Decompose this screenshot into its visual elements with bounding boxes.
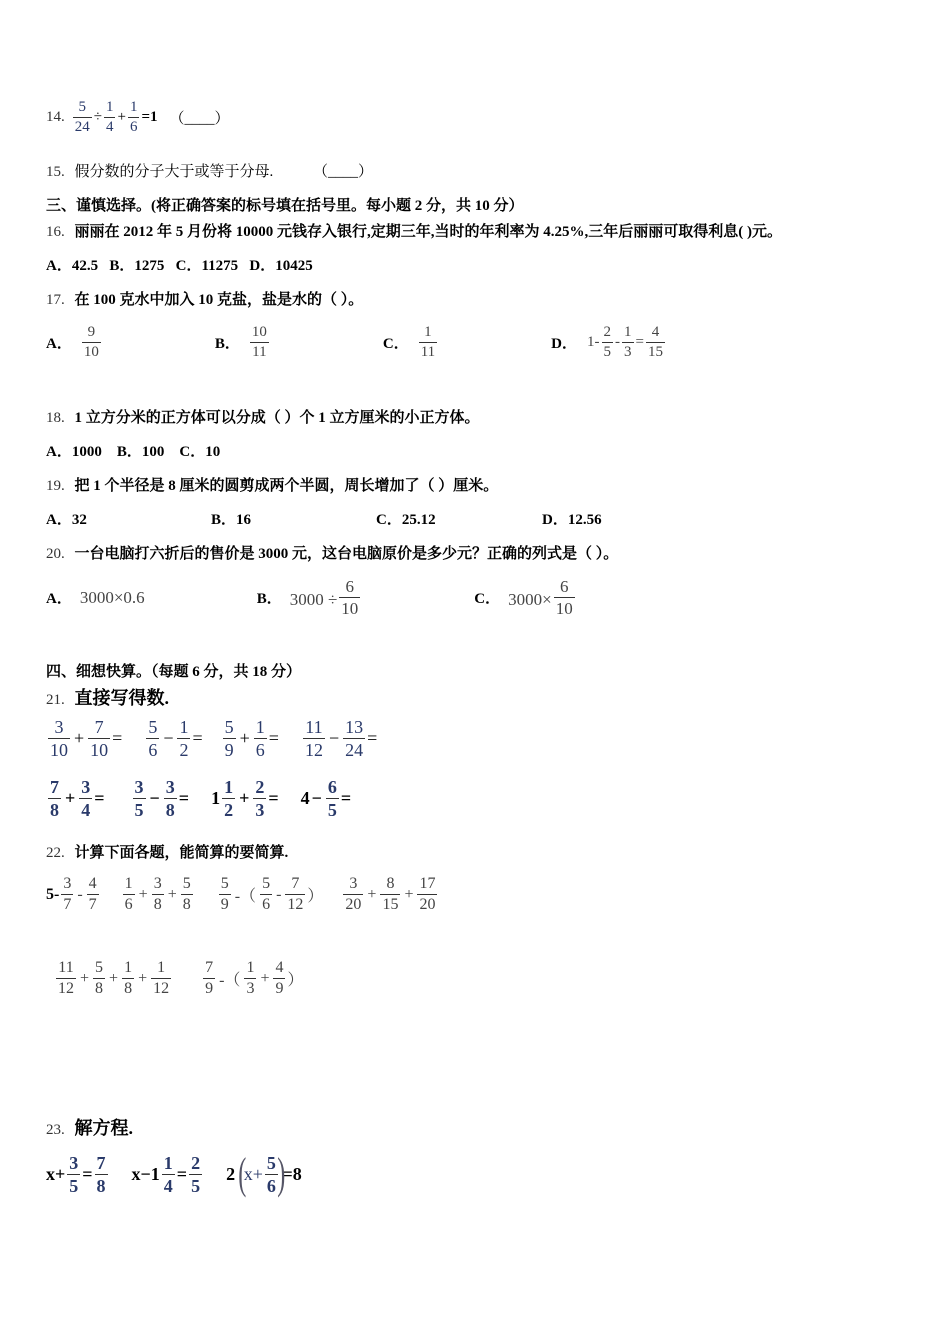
question-16-options bbox=[46, 256, 313, 276]
option-a[interactable]: A．42.5 bbox=[46, 258, 99, 274]
equals: = bbox=[178, 788, 190, 808]
question-number: 23. bbox=[46, 1122, 65, 1138]
operator: − bbox=[328, 728, 340, 748]
question-20 bbox=[46, 544, 618, 564]
equation-text: =8 bbox=[282, 1163, 302, 1184]
operator: + bbox=[65, 788, 76, 808]
question-18 bbox=[46, 408, 480, 428]
operator: -（ bbox=[219, 972, 241, 989]
equals-text: =1 bbox=[141, 109, 158, 125]
operator: − bbox=[163, 728, 174, 748]
operator: + bbox=[367, 885, 377, 903]
question-number: 18. bbox=[46, 410, 65, 426]
fraction: $\frac{5}{9}$ bbox=[224, 717, 234, 760]
question-14 bbox=[46, 100, 230, 135]
whole-number: 4 bbox=[300, 788, 310, 808]
operator: + bbox=[167, 885, 177, 903]
fraction: $\frac{1}{4}$ bbox=[163, 1152, 173, 1196]
option-b-label[interactable]: B． bbox=[214, 336, 240, 352]
section-3-heading: 三、谨慎选择。(将正确答案的标号填在括号里。每小题 2 分，共 10 分） bbox=[46, 198, 524, 214]
equation-text: x−1 bbox=[131, 1163, 160, 1184]
fraction: $\frac{4}{9}$ bbox=[275, 959, 284, 997]
equation-text: x+ bbox=[46, 1163, 66, 1184]
q21-row-1 bbox=[46, 718, 377, 759]
fraction: $\frac{5}{8}$ bbox=[182, 875, 191, 913]
option-a[interactable]: A．32 bbox=[46, 512, 87, 528]
left-paren-icon: ( bbox=[238, 1149, 247, 1198]
equation-text: 2 bbox=[226, 1163, 236, 1184]
option-d-text: 1- bbox=[587, 334, 600, 350]
question-text: 解方程. bbox=[74, 1118, 133, 1138]
question-text: 把 1 个半径是 8 厘米的圆剪成两个半圆，周长增加了（ ）厘米。 bbox=[74, 478, 499, 494]
fraction: $\frac{11}{12}$ bbox=[304, 717, 323, 760]
operator: - bbox=[276, 885, 282, 903]
equals: = bbox=[340, 788, 352, 808]
operator: + bbox=[109, 969, 119, 987]
question-text: 丽丽在 2012 年 5 月份将 10000 元钱存入银行,定期三年,当时的年利率为 4.25%,三年后丽丽可取得利息( )元。 bbox=[74, 224, 782, 240]
fraction: $\frac{7}{8}$ bbox=[50, 777, 59, 820]
option-a-expr: 3000×0.6 bbox=[79, 587, 145, 607]
question-23 bbox=[46, 1118, 133, 1140]
fraction: $\frac{8}{15}$ bbox=[382, 875, 399, 913]
fraction: $\frac{17}{20}$ bbox=[419, 875, 436, 913]
fraction: $\frac{3}{10}$ bbox=[50, 717, 68, 760]
question-text: 直接写得数. bbox=[74, 688, 169, 708]
option-b-expr: 3000 ÷ bbox=[289, 590, 338, 609]
operator: + bbox=[80, 969, 90, 987]
option-d[interactable]: D．12.56 bbox=[542, 512, 602, 528]
operator: − bbox=[311, 788, 322, 808]
operator: = bbox=[635, 334, 644, 350]
section-4-heading: 四、细想快算。（每题 6 分，共 18 分） bbox=[46, 664, 302, 680]
question-number: 19. bbox=[46, 478, 65, 494]
equals: = bbox=[112, 728, 123, 748]
option-b[interactable]: B．16 bbox=[211, 512, 252, 528]
question-15 bbox=[46, 162, 373, 182]
question-number: 21. bbox=[46, 692, 65, 708]
option-b[interactable]: B．1275 bbox=[109, 258, 165, 274]
fraction: $\frac{2}{5}$ bbox=[191, 1152, 201, 1196]
right-paren-icon: ) bbox=[277, 1149, 286, 1198]
equals: = bbox=[268, 728, 279, 748]
operator: - bbox=[77, 885, 83, 903]
question-17-options bbox=[46, 325, 746, 360]
fraction: $\frac{6}{5}$ bbox=[327, 777, 337, 820]
fraction: $\frac{2}{5}$ bbox=[603, 324, 611, 360]
option-b-fraction: $\frac{10}{11}$ bbox=[251, 324, 267, 360]
fraction: $\frac{5}{8}$ bbox=[95, 959, 104, 997]
operator: + bbox=[74, 728, 85, 748]
fraction: $\frac{6}{10}$ bbox=[341, 577, 359, 618]
q21-row-2 bbox=[46, 778, 351, 819]
equals: = bbox=[176, 1163, 188, 1184]
option-c[interactable]: C．10 bbox=[179, 444, 221, 460]
operator: + bbox=[117, 109, 126, 125]
whole-number: 1 bbox=[211, 788, 221, 808]
close-paren: ） bbox=[287, 972, 304, 989]
option-c-label[interactable]: C． bbox=[474, 591, 501, 607]
fraction: $\frac{3}{8}$ bbox=[165, 777, 175, 820]
question-20-options bbox=[46, 578, 746, 617]
question-18-options bbox=[46, 442, 220, 462]
operator: + bbox=[260, 969, 270, 987]
fraction: $\frac{5}{24}$ bbox=[74, 99, 90, 135]
equals: = bbox=[367, 728, 378, 748]
option-c-fraction: $\frac{1}{11}$ bbox=[420, 324, 436, 360]
question-text: 假分数的分子大于或等于分母. bbox=[74, 164, 274, 180]
fraction: $\frac{13}{24}$ bbox=[345, 717, 364, 760]
equation-text: x+ bbox=[243, 1163, 263, 1184]
option-a-label[interactable]: A． bbox=[46, 591, 72, 607]
question-number: 17. bbox=[46, 292, 65, 308]
fraction: $\frac{5}{6}$ bbox=[266, 1152, 276, 1196]
answer-blank[interactable]: （____） bbox=[313, 164, 374, 180]
fraction: $\frac{2}{3}$ bbox=[255, 777, 265, 820]
question-number: 15. bbox=[46, 164, 65, 180]
fraction: $\frac{3}{5}$ bbox=[134, 777, 144, 820]
option-a-label[interactable]: A． bbox=[46, 336, 72, 352]
question-22 bbox=[46, 843, 288, 863]
question-17 bbox=[46, 290, 363, 310]
option-d-label[interactable]: D． bbox=[551, 336, 577, 352]
fraction: $\frac{5}{9}$ bbox=[220, 875, 229, 913]
q22-row-1 bbox=[46, 876, 439, 913]
operator: + bbox=[138, 885, 148, 903]
question-number: 14. bbox=[46, 109, 65, 125]
option-d[interactable]: D．10425 bbox=[249, 258, 313, 274]
fraction: $\frac{4}{15}$ bbox=[647, 324, 663, 360]
fraction: $\frac{1}{3}$ bbox=[624, 324, 632, 360]
fraction: $\frac{7}{9}$ bbox=[205, 959, 214, 997]
equals: = bbox=[82, 1163, 93, 1184]
fraction: $\frac{3}{4}$ bbox=[81, 777, 91, 820]
fraction: $\frac{1}{8}$ bbox=[124, 959, 133, 997]
fraction: $\frac{4}{7}$ bbox=[88, 875, 97, 913]
option-c-label[interactable]: C． bbox=[382, 336, 409, 352]
answer-blank[interactable]: （____） bbox=[169, 111, 230, 127]
equals: = bbox=[192, 728, 203, 748]
question-text: 计算下面各题，能简算的要简算. bbox=[74, 845, 289, 861]
fraction: $\frac{6}{10}$ bbox=[555, 577, 573, 618]
fraction: $\frac{3}{5}$ bbox=[69, 1152, 79, 1196]
fraction: $\frac{3}{20}$ bbox=[345, 875, 362, 913]
option-c[interactable]: C．25.12 bbox=[376, 512, 436, 528]
question-number: 20. bbox=[46, 546, 65, 562]
option-b[interactable]: B．100 bbox=[116, 444, 165, 460]
q23-equations bbox=[46, 1149, 302, 1198]
fraction: $\frac{7}{12}$ bbox=[287, 875, 304, 913]
close-paren: ） bbox=[307, 888, 324, 905]
operator: ÷ bbox=[93, 109, 102, 125]
option-a-fraction: $\frac{9}{10}$ bbox=[83, 324, 99, 360]
equals: = bbox=[94, 788, 105, 808]
fraction: $\frac{7}{8}$ bbox=[96, 1152, 106, 1196]
fraction: $\frac{1}{12}$ bbox=[153, 959, 170, 997]
option-b-label[interactable]: B． bbox=[256, 591, 282, 607]
question-text: 在 100 克水中加入 10 克盐，盐是水的（ ）。 bbox=[74, 292, 364, 308]
expr-prefix: 5- bbox=[46, 885, 60, 903]
fraction: $\frac{1}{6}$ bbox=[255, 717, 265, 760]
fraction: $\frac{3}{7}$ bbox=[63, 875, 72, 913]
fraction: $\frac{1}{6}$ bbox=[129, 99, 138, 135]
fraction: $\frac{7}{10}$ bbox=[90, 717, 109, 760]
option-c-expr: 3000× bbox=[508, 590, 552, 609]
option-c[interactable]: C．11275 bbox=[175, 258, 239, 274]
equals: = bbox=[268, 788, 279, 808]
operator: -（ bbox=[234, 888, 257, 905]
question-21 bbox=[46, 688, 169, 710]
fraction: $\frac{3}{8}$ bbox=[153, 875, 162, 913]
fraction: $\frac{5}{6}$ bbox=[148, 717, 158, 760]
fraction: $\frac{11}{12}$ bbox=[58, 959, 74, 997]
fraction: $\frac{1}{2}$ bbox=[179, 717, 189, 760]
question-16 bbox=[46, 222, 782, 242]
operator: + bbox=[404, 885, 414, 903]
fraction: $\frac{5}{6}$ bbox=[262, 875, 271, 913]
question-19 bbox=[46, 476, 498, 496]
operator: + bbox=[239, 728, 250, 748]
question-number: 16. bbox=[46, 224, 65, 240]
question-text: 一台电脑打六折后的售价是 3000 元，这台电脑原价是多少元？正确的列式是（ ）。 bbox=[74, 546, 619, 562]
fraction: $\frac{1}{3}$ bbox=[246, 959, 255, 997]
question-text: 1 立方分米的正方体可以分成（ ）个 1 立方厘米的小正方体。 bbox=[74, 410, 480, 426]
option-a[interactable]: A．1000 bbox=[46, 444, 102, 460]
operator: + bbox=[138, 969, 148, 987]
operator: - bbox=[615, 334, 620, 350]
fraction: $\frac{1}{2}$ bbox=[224, 777, 234, 820]
fraction: $\frac{1}{6}$ bbox=[124, 875, 133, 913]
q22-row-2 bbox=[54, 960, 303, 997]
operator: + bbox=[239, 788, 250, 808]
question-number: 22. bbox=[46, 845, 65, 861]
operator: − bbox=[149, 788, 160, 808]
fraction: $\frac{1}{4}$ bbox=[105, 99, 114, 135]
